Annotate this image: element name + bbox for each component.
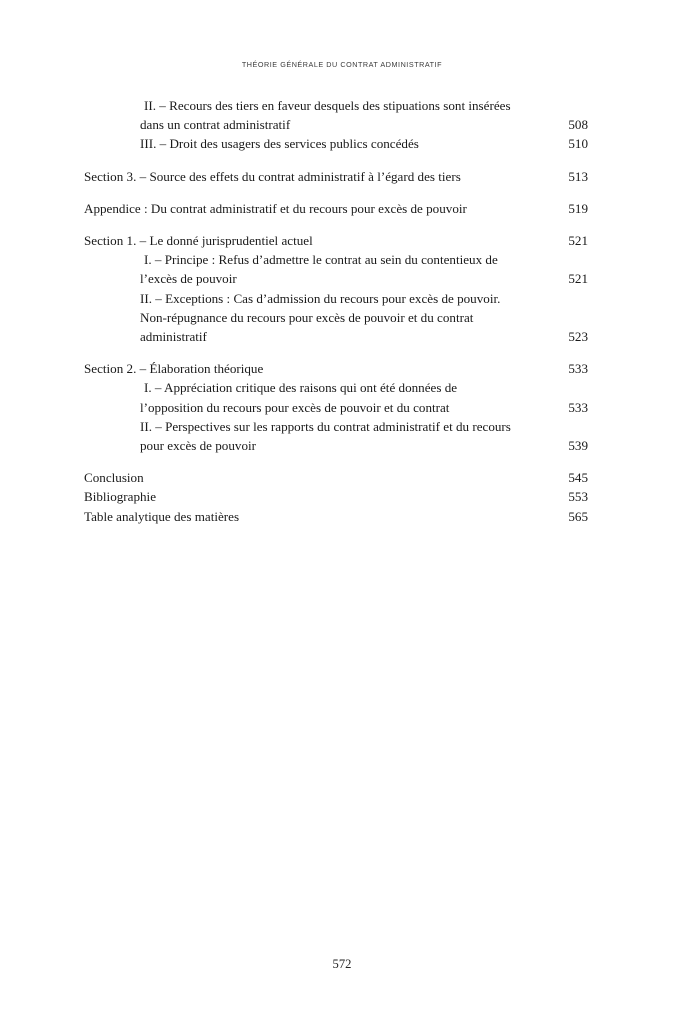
toc-block bbox=[84, 199, 588, 218]
toc-entry-label: I. – Principe : Refus d’admettre le contrat au sein du contentieux de l’excès de pouvoir bbox=[140, 252, 498, 287]
table-of-contents bbox=[84, 96, 588, 526]
toc-entry[interactable] bbox=[84, 468, 588, 487]
toc-entry-page-number: 545 bbox=[568, 470, 588, 486]
toc-entry-label: III. – Droit des usagers des services publics concédés bbox=[140, 136, 419, 152]
toc-entry[interactable] bbox=[84, 507, 588, 526]
toc-entry[interactable] bbox=[84, 289, 588, 347]
toc-block bbox=[84, 167, 588, 186]
toc-entry-page-number: 553 bbox=[568, 489, 588, 505]
toc-entry[interactable] bbox=[84, 378, 588, 416]
toc-entry-page-number: 565 bbox=[568, 508, 588, 524]
toc-entry[interactable] bbox=[84, 417, 588, 455]
toc-entry[interactable] bbox=[84, 231, 588, 250]
toc-entry-label: Section 3. – Source des effets du contrat administratif à l’égard des tiers bbox=[84, 168, 461, 184]
toc-entry[interactable] bbox=[84, 96, 588, 134]
toc-block bbox=[84, 468, 588, 526]
toc-entry[interactable] bbox=[84, 359, 588, 378]
toc-entry-page-number: 521 bbox=[568, 233, 588, 249]
toc-entry-label: Table analytique des matières bbox=[84, 508, 240, 524]
toc-block bbox=[84, 359, 588, 455]
toc-block bbox=[84, 231, 588, 346]
toc-entry-label: Section 2. – Élaboration théorique bbox=[84, 361, 264, 377]
toc-entry[interactable] bbox=[84, 487, 588, 506]
toc-entry-page-number: 533 bbox=[568, 399, 588, 415]
toc-entry-label: Section 1. – Le donné jurisprudentiel actuel bbox=[84, 233, 313, 249]
toc-entry-label: II. – Exceptions : Cas d’admission du recours pour excès de pouvoir. Non-répugnance du recours pour excès de pouvoir et du contrat administratif bbox=[140, 290, 501, 345]
toc-entry[interactable] bbox=[84, 250, 588, 288]
toc-entry-label: Bibliographie bbox=[84, 489, 157, 505]
toc-entry-page-number: 508 bbox=[568, 117, 588, 133]
toc-entry-page-number: 513 bbox=[568, 168, 588, 184]
toc-block-separator bbox=[84, 218, 588, 231]
toc-block-separator bbox=[84, 186, 588, 199]
toc-entry-label: II. – Recours des tiers en faveur desquels des stipuations sont insérées dans un contrat administratif bbox=[140, 98, 511, 133]
toc-entry-page-number: 510 bbox=[568, 136, 588, 152]
page-folio-number: 572 bbox=[332, 957, 352, 971]
toc-entry-label: Conclusion bbox=[84, 470, 144, 486]
toc-block-separator bbox=[84, 455, 588, 468]
running-head: THÉORIE GÉNÉRALE DU CONTRAT ADMINISTRATIF bbox=[241, 60, 443, 69]
toc-entry-page-number: 539 bbox=[568, 438, 588, 454]
toc-entry-page-number: 519 bbox=[568, 200, 588, 216]
toc-entry[interactable] bbox=[84, 134, 588, 153]
toc-entry-page-number: 521 bbox=[568, 271, 588, 287]
toc-block-separator bbox=[84, 154, 588, 167]
toc-entry-label: Appendice : Du contrat administratif et du recours pour excès de pouvoir bbox=[84, 200, 467, 216]
toc-entry-label: I. – Appréciation critique des raisons qui ont été données de l’opposition du recours pour excès de pouvoir et du contrat bbox=[140, 380, 458, 415]
toc-entry-page-number: 533 bbox=[568, 361, 588, 377]
toc-block-separator bbox=[84, 346, 588, 359]
toc-entry[interactable] bbox=[84, 199, 588, 218]
toc-entry-label: II. – Perspectives sur les rapports du contrat administratif et du recours pour excès de pouvoir bbox=[140, 418, 511, 454]
toc-block bbox=[84, 96, 588, 154]
toc-entry[interactable] bbox=[84, 167, 588, 186]
toc-entry-page-number: 523 bbox=[568, 329, 588, 345]
